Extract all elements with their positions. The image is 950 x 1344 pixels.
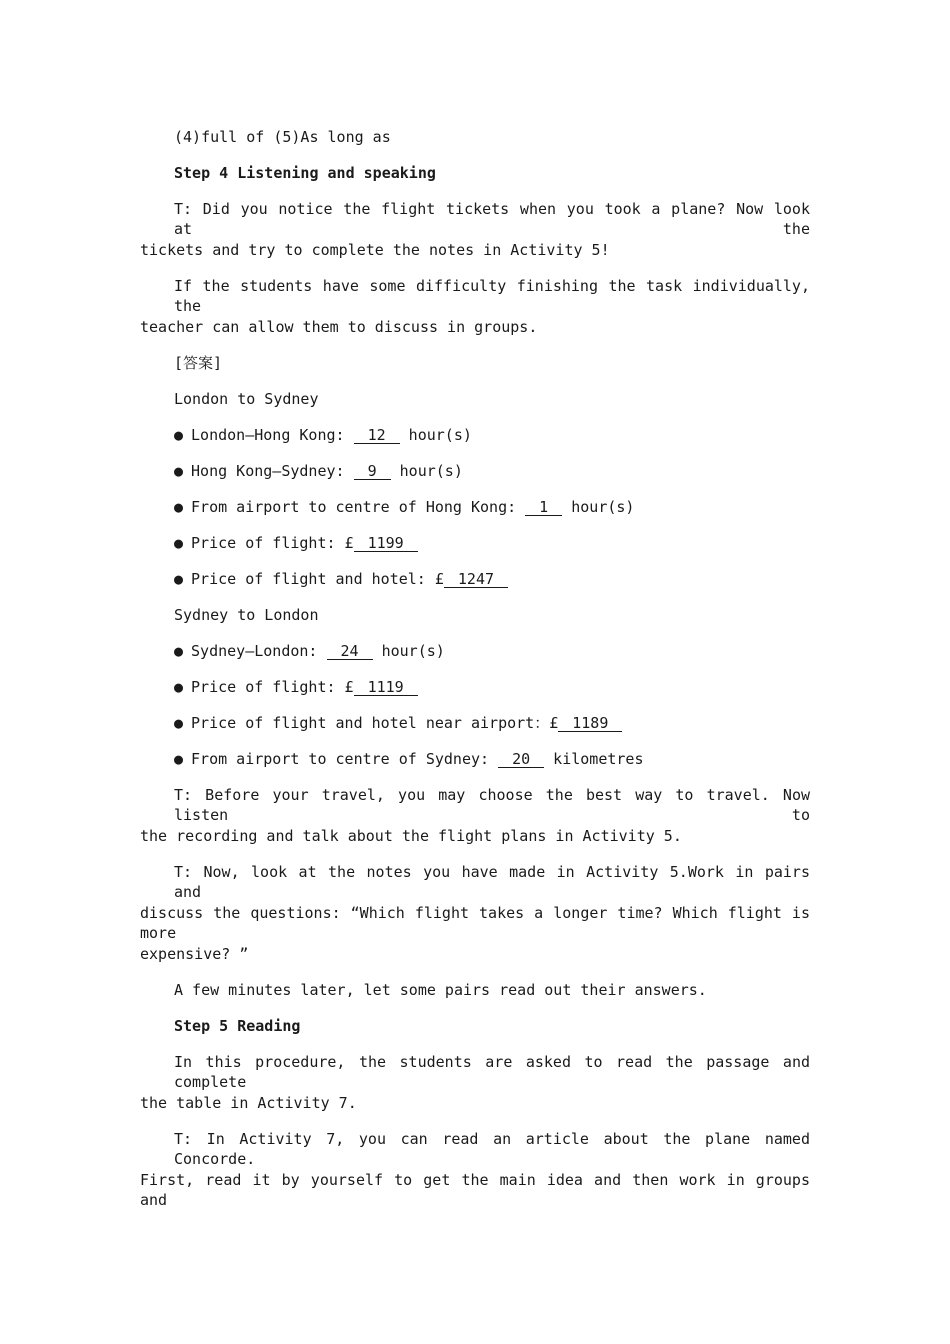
note-label: Price of flight and hotel near airport：£ — [191, 714, 559, 732]
note-unit: hour(s) — [390, 462, 463, 480]
answer-label: [答案] — [174, 354, 223, 372]
paragraph-1a: If the students have some difficulty finishing the task individually, the — [174, 277, 810, 315]
note-value: 9 — [354, 463, 391, 480]
note-value: 1199 — [354, 535, 418, 552]
teacher-line-1b: tickets and try to complete the notes in Activity 5! — [140, 241, 610, 259]
note-unit: hour(s) — [399, 426, 472, 444]
teacher-line-3b: discuss the questions: “Which flight takes a longer time? Which flight is more — [140, 904, 810, 942]
note-label: London—Hong Kong: — [191, 426, 354, 444]
note-item — [174, 425, 810, 445]
note-unit: hour(s) — [562, 498, 635, 516]
london-to-sydney-heading: London to Sydney — [174, 390, 319, 408]
teacher-line-3c: expensive? ” — [140, 945, 249, 963]
bullet-icon: ● — [174, 570, 184, 588]
note-item — [174, 641, 810, 661]
teacher-line-3a: T: Now, look at the notes you have made in Activity 5.Work in pairs and — [174, 863, 810, 901]
note-label: From airport to centre of Sydney: — [191, 750, 499, 768]
note-value: 20 — [498, 751, 544, 768]
paragraph-1b: teacher can allow them to discuss in groups. — [140, 318, 538, 336]
bullet-icon: ● — [174, 462, 184, 480]
note-label: Price of flight: £ — [191, 534, 354, 552]
note-label: Hong Kong—Sydney: — [191, 462, 354, 480]
bullet-icon: ● — [174, 750, 184, 768]
note-item — [174, 677, 810, 697]
note-value: 1247 — [444, 571, 508, 588]
paragraph-3a: In this procedure, the students are asked to read the passage and complete — [174, 1053, 810, 1091]
note-value: 24 — [327, 643, 373, 660]
note-label: Price of flight and hotel: £ — [191, 570, 444, 588]
teacher-line-4b: First, read it by yourself to get the main idea and then work in groups and — [140, 1171, 810, 1209]
sydney-to-london-heading: Sydney to London — [174, 606, 319, 624]
bullet-icon: ● — [174, 714, 184, 732]
bullet-icon: ● — [174, 534, 184, 552]
paragraph-2: A few minutes later, let some pairs read out their answers. — [174, 981, 707, 999]
step-5-heading: Step 5 Reading — [174, 1017, 301, 1035]
bullet-icon: ● — [174, 426, 184, 444]
note-unit: hour(s) — [372, 642, 445, 660]
note-label: Price of flight: £ — [191, 678, 354, 696]
teacher-line-4a: T: In Activity 7, you can read an article about the plane named Concorde. — [174, 1130, 810, 1168]
note-value: 1119 — [354, 679, 418, 696]
note-item — [174, 497, 810, 517]
note-value: 1 — [525, 499, 562, 516]
bullet-icon: ● — [174, 642, 184, 660]
bullet-icon: ● — [174, 498, 184, 516]
note-item — [174, 569, 810, 589]
teacher-line-2b: the recording and talk about the flight plans in Activity 5. — [140, 827, 682, 845]
note-unit: kilometres — [544, 750, 644, 768]
note-value: 1189 — [558, 715, 622, 732]
teacher-line-2a: T: Before your travel, you may choose the best way to travel. Now listen to — [174, 786, 810, 824]
teacher-line-1a: T: Did you notice the flight tickets when you took a plane? Now look at the — [174, 200, 810, 238]
note-item — [174, 713, 810, 733]
note-label: Sydney—London: — [191, 642, 327, 660]
note-item — [174, 533, 810, 553]
note-item — [174, 461, 810, 481]
note-label: From airport to centre of Hong Kong: — [191, 498, 526, 516]
note-value: 12 — [354, 427, 400, 444]
step-4-heading: Step 4 Listening and speaking — [174, 164, 436, 182]
bullet-icon: ● — [174, 678, 184, 696]
note-item — [174, 749, 810, 769]
paragraph-3b: the table in Activity 7. — [140, 1094, 357, 1112]
answer-line-4-5: (4)full of (5)As long as — [174, 128, 391, 146]
